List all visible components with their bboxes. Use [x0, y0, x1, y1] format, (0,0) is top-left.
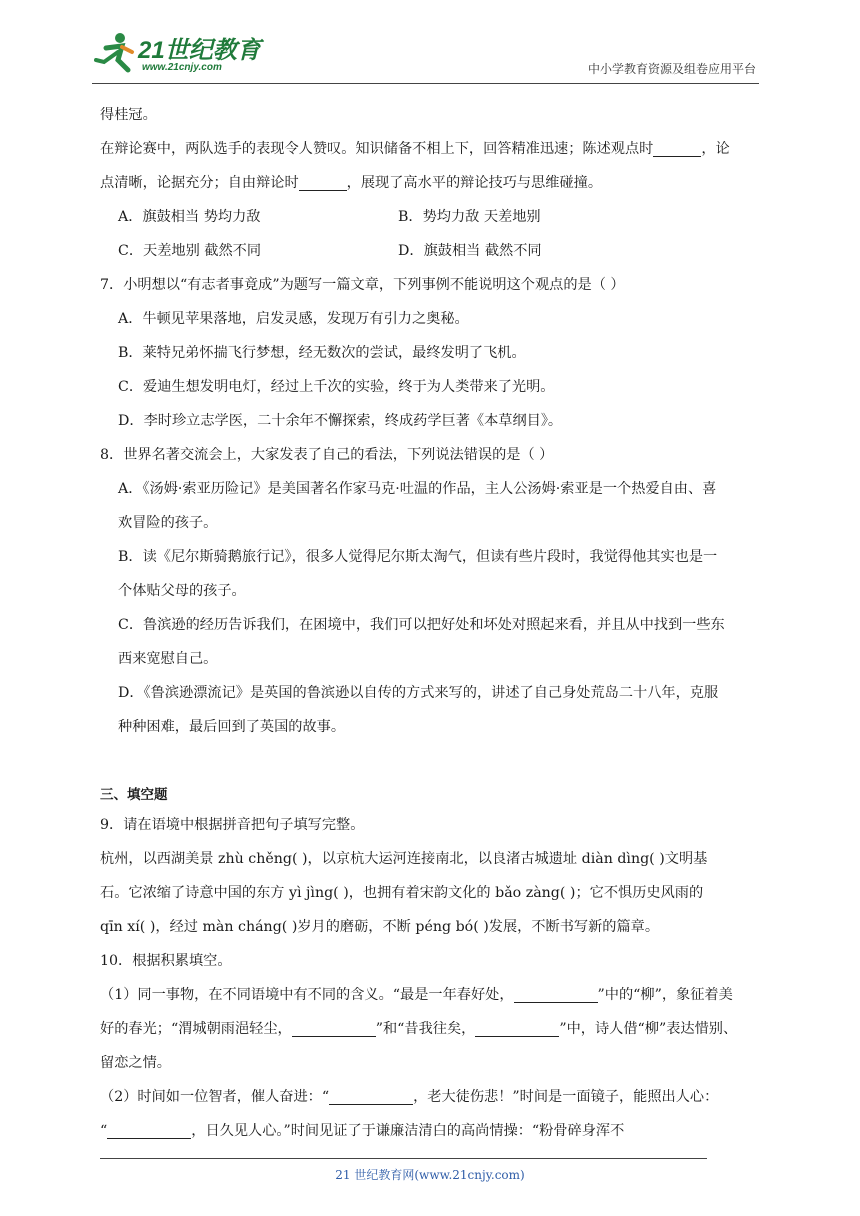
text: ”和“昔我往矣，: [375, 1021, 476, 1037]
answer-blank: [292, 1018, 376, 1037]
q6-options-row-2: [100, 234, 762, 268]
question-10: 10．根据积累填空。: [100, 953, 232, 969]
text: 在辩论赛中，两队选手的表现令人赞叹。知识储备不相上下，回答精准迅速；陈述观点时: [100, 141, 654, 157]
text: ，展现了高水平的辩论技巧与思维碰撞。: [346, 175, 603, 191]
answer-blank: [475, 1018, 559, 1037]
q10-line1: [100, 978, 762, 1012]
q6-option-d: D．旗鼓相当 截然不同: [398, 243, 542, 259]
document-body: [100, 98, 762, 1148]
text: 好的春光；“渭城朝雨浥轻尘，: [100, 1021, 292, 1037]
q10-line3: 留恋之情。: [100, 1055, 171, 1071]
platform-title: 中小学教育资源及组卷应用平台: [587, 62, 756, 76]
q8-option-a-line1: A．《汤姆·索亚历险记》是美国著名作家马克·吐温的作品，主人公汤姆·索亚是一个热爱自由、喜: [118, 481, 717, 497]
question-7: 7．小明想以“有志者事竟成”为题写一篇文章，下列事例不能说明这个观点的是（ ）: [100, 277, 625, 293]
q8-option-c-line1: C．鲁滨逊的经历告诉我们，在困境中，我们可以把好处和坏处对照起来看，并且从中找到一些东: [118, 617, 725, 633]
site-logo: [92, 30, 272, 80]
q8-option-a-line2: 欢冒险的孩子。: [118, 515, 218, 531]
text: ”中的“柳”，象征着美: [597, 987, 733, 1003]
q7-option-c: C．爱迪生想发明电灯，经过上千次的实验，终于为人类带来了光明。: [118, 379, 555, 395]
text-line: [100, 98, 762, 132]
answer-blank: [514, 984, 598, 1003]
text: ，老大徒伤悲！”时间是一面镜子，能照出人心：: [413, 1089, 719, 1105]
q9-line3: qīn xí( )，经过 màn cháng( )岁月的磨砺，不断 péng bó( )发展，不断书写新的篇章。: [100, 919, 660, 935]
text: ，论: [701, 141, 730, 157]
answer-blank: [299, 172, 347, 191]
section-heading: 三、填空题: [100, 787, 168, 803]
page-header: [92, 28, 760, 84]
q8-option-c-line2: 西来宽慰自己。: [118, 651, 218, 667]
q10-line2: [100, 1012, 762, 1046]
text: ，日久见人心。”时间见证了于谦廉洁清白的高尚情操：“粉骨碎身浑不: [191, 1123, 625, 1139]
text: ”中，诗人借“柳”表达惜别、: [559, 1021, 738, 1037]
text: “: [100, 1123, 108, 1139]
q7-option-b: B．莱特兄弟怀揣飞行梦想，经无数次的尝试，最终发明了飞机。: [118, 345, 526, 361]
question-9: 9．请在语境中根据拼音把句子填写完整。: [100, 817, 365, 833]
q8-option-b-line2: 个体贴父母的孩子。: [118, 583, 246, 599]
q8-option-d-line2: 种种困难，最后回到了英国的故事。: [118, 719, 346, 735]
text-line: [100, 166, 762, 200]
answer-blank: [329, 1086, 413, 1105]
text: （1）同一事物，在不同语境中有不同的含义。“最是一年春好处，: [100, 987, 514, 1003]
q6-option-a: A．旗鼓相当 势均力敌: [118, 209, 261, 225]
q7-option-a: A．牛顿见苹果落地，启发灵感，发现万有引力之奥秘。: [118, 311, 469, 327]
text: （2）时间如一位智者，催人奋进：“: [100, 1089, 330, 1105]
text: 得桂冠。: [100, 107, 157, 123]
text-line: [100, 132, 762, 166]
logo-text: 21世纪教育: [138, 37, 261, 64]
q9-line2: 石。它浓缩了诗意中国的东方 yì jìng( )，也拥有着宋韵文化的 bǎo zàng( )；它不惧历史风雨的: [100, 885, 704, 901]
q6-option-c: C．天差地别 截然不同: [118, 243, 262, 259]
runner-logo-icon: [92, 30, 138, 76]
q9-line1: 杭州，以西湖美景 zhù chěng( )，以京杭大运河连接南北，以良渚古城遗址 diàn dìng( )文明基: [100, 851, 708, 867]
q10-line4: [100, 1080, 762, 1114]
spacer: [100, 744, 762, 778]
page-footer: 21 世纪教育网(www.21cnjy.com): [335, 1168, 525, 1182]
logo-url: www.21cnjy.com: [142, 62, 222, 73]
text: 点清晰，论据充分；自由辩论时: [100, 175, 299, 191]
footer-divider: [100, 1158, 707, 1159]
q7-option-d: D．李时珍立志学医，二十余年不懈探索，终成药学巨著《本草纲目》。: [118, 413, 563, 429]
q6-option-b: B．势均力敌 天差地别: [398, 209, 541, 225]
header-divider: [92, 83, 759, 84]
q8-option-d-line1: D．《鲁滨逊漂流记》是英国的鲁滨逊以自传的方式来写的，讲述了自己身处荒岛二十八年，克服: [118, 685, 719, 701]
question-8: 8．世界名著交流会上，大家发表了自己的看法，下列说法错误的是（ ）: [100, 447, 554, 463]
q6-options-row-1: [100, 200, 762, 234]
answer-blank: [653, 138, 701, 157]
q8-option-b-line1: B．读《尼尔斯骑鹅旅行记》，很多人觉得尼尔斯太淘气，但读有些片段时，我觉得他其实也是一: [118, 549, 718, 565]
q10-line5: [100, 1114, 762, 1148]
answer-blank: [107, 1120, 191, 1139]
